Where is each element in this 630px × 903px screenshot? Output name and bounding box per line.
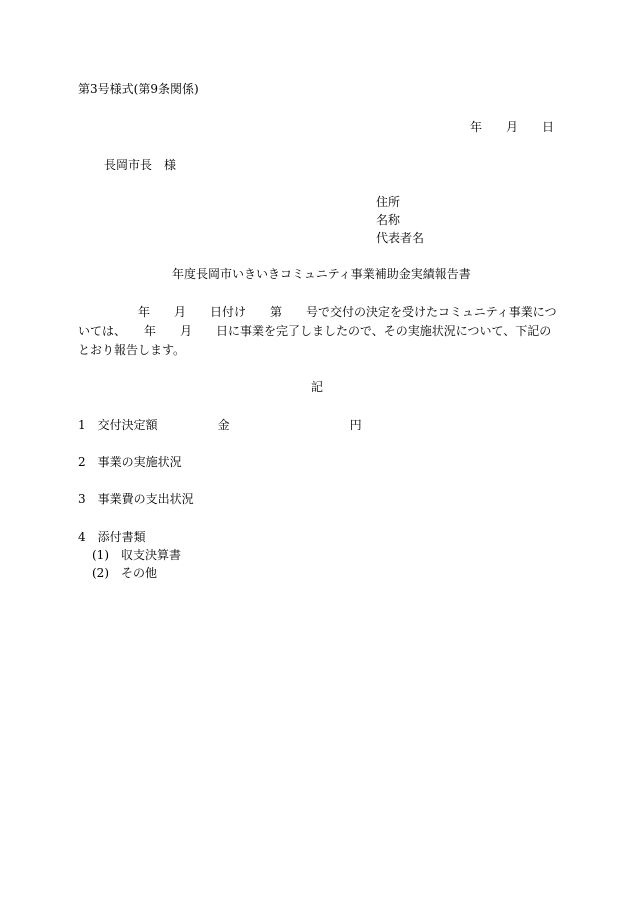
item-grant-amount: 1 交付決定額 金 円 [78,418,362,432]
body-line-3: とおり報告します。 [78,343,186,357]
item-attachments: 4 添付書類 [78,530,146,544]
ki-heading: 記 [311,380,324,394]
form-number: 第3号様式(第9条関係) [78,82,199,96]
name-label: 名称 [376,213,401,227]
body-line-1: 年 月 日付け 第 号で交付の決定を受けたコミュニティ事業につ [78,305,557,319]
body-line-2: いては、 年 月 日に事業を完了しましたので、その実施状況について、下記の [78,324,552,338]
item-implementation-status: 2 事業の実施状況 [78,455,182,469]
attachment-settlement: (1) 収支決算書 [92,548,181,562]
addressee: 長岡市長 様 [104,158,177,172]
address-label: 住所 [376,195,401,209]
attachment-other: (2) その他 [92,566,157,580]
date-line: 年 月 日 [470,120,555,134]
document-title: 年度長岡市いきいきコミュニティ事業補助金実績報告書 [172,267,471,281]
item-expenditure-status: 3 事業費の支出状況 [78,492,194,506]
representative-label: 代表者名 [376,231,425,245]
